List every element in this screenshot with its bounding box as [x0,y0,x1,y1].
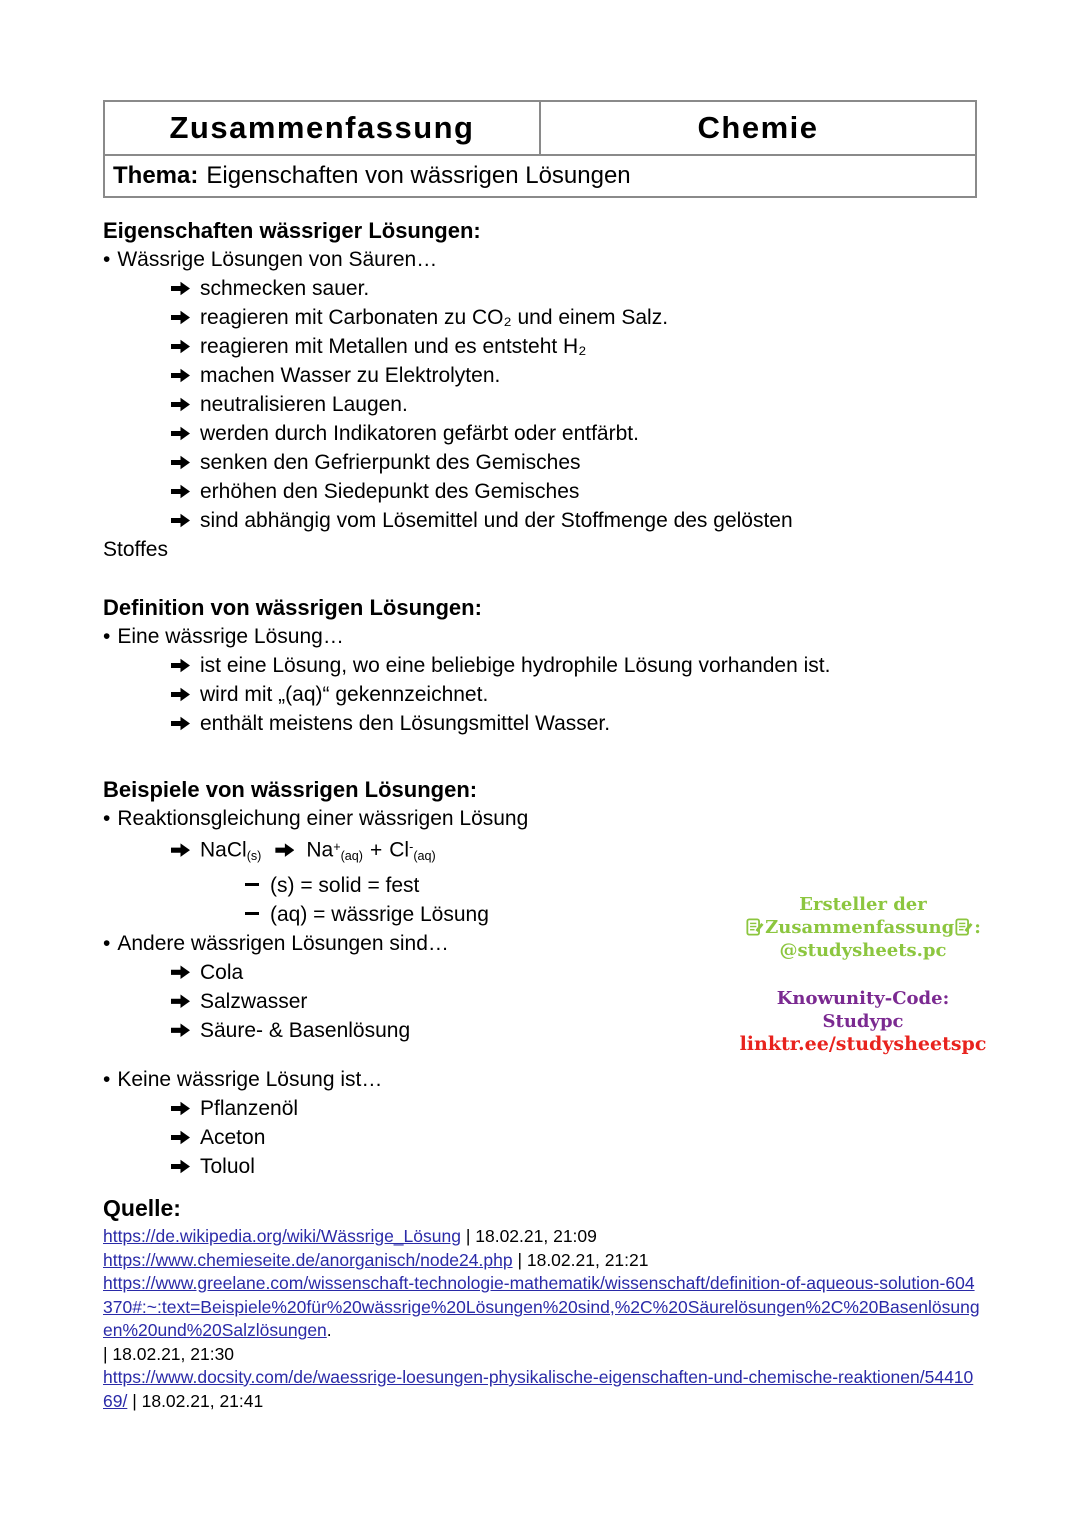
arrow-item: wird mit „(aq)“ gekennzeichnet. [103,680,980,709]
arrow-item: Pflanzenöl [103,1094,980,1123]
arrow-item: reagieren mit Metallen und es entsteht H₂ [103,332,980,361]
arrow-item-continuation: Stoffes [103,538,168,561]
dash-item: (aq) = wässrige Lösung [103,900,980,929]
equation-rhs2-charge: - [409,840,414,854]
bullet-item: • Keine wässrige Lösung ist… [103,1065,980,1094]
bullet-item: • Wässrige Lösungen von Säuren… [103,245,980,274]
knowunity-code-label: Knowunity-Code: [776,988,950,1009]
arrow-item: sind abhängig vom Lösemittel und der Stoffmenge des gelösten [103,506,980,535]
arrow-item: Säure- & Basenlösung [103,1016,980,1045]
section-definition [103,593,980,738]
creator-line2-suffix: : [974,917,981,938]
knowunity-code-value: Studypc [822,1011,904,1032]
section-heading: Definition von wässrigen Lösungen: [103,595,482,620]
source-entry [103,1272,980,1366]
arrow-item: erhöhen den Siedepunkt des Gemisches [103,477,980,506]
source-link[interactable]: https://de.wikipedia.org/wiki/Wässrige_Lösung [103,1226,461,1246]
header-table [103,100,977,198]
source-link[interactable]: https://www.docsity.com/de/waessrige-loesungen-physikalische-eigenschaften-und-chemische-reaktionen/5441069/ [103,1367,974,1411]
arrow-item: Salzwasser [103,987,980,1016]
equation-rhs1: Na [306,838,334,862]
source-link[interactable]: https://www.chemieseite.de/anorganisch/node24.php [103,1249,513,1270]
creator-line2 [728,916,998,939]
creator-line2-text: Zusammenfassung [765,917,955,938]
source-date: | 18.02.21, 21:21 [512,1249,649,1270]
arrow-item: senken den Gefrierpunkt des Gemisches [103,448,980,477]
creator-box [728,893,998,1056]
source-entry [103,1366,980,1413]
equation-rhs2-state: (aq) [413,848,436,863]
bullet-item: • Reaktionsgleichung einer wässrigen Lösung [103,804,980,833]
topic-row [105,156,975,196]
source-date: | 18.02.21, 21:41 [127,1390,264,1411]
section-heading: Beispiele von wässrigen Lösungen: [103,777,478,802]
source-entry [103,1249,980,1273]
equation-rhs1-state: (aq) [340,848,363,863]
section-keine-loesung [103,1065,980,1181]
source-entry [103,1225,980,1249]
section-eigenschaften [103,216,980,564]
memo-icon [955,918,973,936]
source-date: | 18.02.21, 21:30 [103,1343,235,1364]
topic-label: Thema: [113,162,199,189]
arrow-item: schmecken sauer. [103,274,980,303]
equation-item [103,833,980,871]
arrow-item: enthält meistens den Lösungsmittel Wasser. [103,709,980,738]
section-heading: Eigenschaften wässriger Lösungen: [103,218,481,243]
arrow-icon [275,843,294,858]
arrow-item: Aceton [103,1123,980,1152]
equation-plus: + [370,838,383,862]
creator-line1: Ersteller der [799,894,927,915]
dash-item: (s) = solid = fest [103,871,980,900]
equation-rhs2: Cl [389,838,410,862]
arrow-item: werden durch Indikatoren gefärbt oder entfärbt. [103,419,980,448]
bullet-item: • Eine wässrige Lösung… [103,622,980,651]
equation-lhs-state: (s) [246,848,262,863]
source-link[interactable]: https://www.greelane.com/wissenschaft-technologie-mathematik/wissenschaft/definition-of-aqueous-solution-604370#:~:text=Beispiele%20für%20wässrige%20Lösungen%20sind,%2C%20Säurelösungen%2C%20Basenlösungen%20und%20Salzlösungen [103,1273,980,1340]
arrow-item: reagieren mit Carbonaten zu CO₂ und einem Salz. [103,303,980,332]
arrow-item: Toluol [103,1152,980,1181]
equation-lhs: NaCl [200,838,247,862]
arrow-item: neutralisieren Laugen. [103,390,980,419]
bullet-item: • Andere wässrigen Lösungen sind… [103,929,980,958]
source-date: | 18.02.21, 21:09 [460,1226,597,1246]
linktree-link: linktr.ee/studysheetspc [739,1033,987,1055]
source-suffix: . [326,1320,332,1340]
subject-title: Chemie [697,110,819,145]
topic-text: Eigenschaften von wässrigen Lösungen [206,162,631,189]
memo-icon [746,918,764,936]
arrow-item: machen Wasser zu Elektrolyten. [103,361,980,390]
arrow-item: ist eine Lösung, wo eine beliebige hydrophile Lösung vorhanden ist. [103,651,980,680]
creator-handle: @studysheets.pc [779,940,947,961]
doc-type-title: Zusammenfassung [105,102,541,154]
sources-section [103,1193,980,1413]
sources-heading: Quelle: [103,1195,181,1221]
arrow-item: Cola [103,958,980,987]
equation-rhs1-charge: + [333,840,341,854]
